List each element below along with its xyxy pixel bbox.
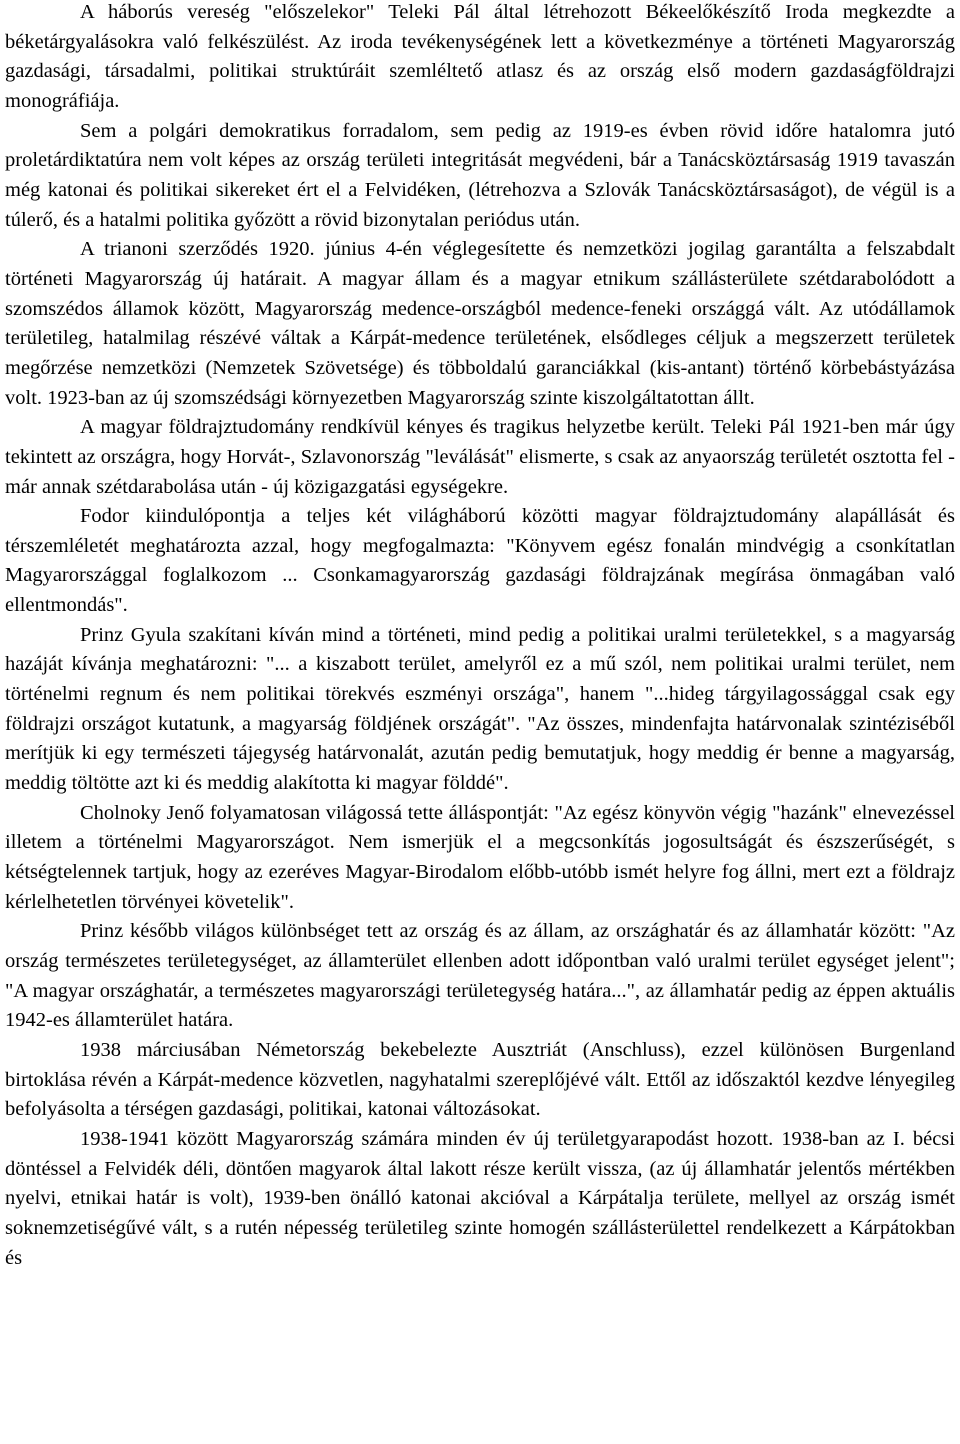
document-page (5, 0, 955, 1273)
paragraph-fodor: Fodor kiindulópontja a teljes két világháború közötti magyar földrajztudomány alapállását és térszemléletét meghatározta azzal, hogy megfogalmazta: "Könyvem egész fonalán mindvégig a csonkítatlan Magyarországgal foglalkozom ... Csonkamagyarország gazdasági földrajzának megírása önmagában való ellentmondás". (5, 505, 955, 617)
paragraph-prinz: Prinz Gyula szakítani kíván mind a történeti, mind pedig a politikai uralmi területekkel, s a magyarság hazáját kívánja meghatározni: "... a kiszabott terület, amelyről ez a mű szól, nem politikai uralmi terület, nem történelmi regnum és nem politikai törekvés eszményi országa", hanem "...hideg tárgyilagossággal csak egy földrajzi országot kutatunk, a magyarság földjének országát". "Az összes, mindenfajta határvonalak szintéziséből merítjük ki egy természeti tájegység határvonalát, azután pedig bemutatjuk, hogy meddig ér benne a magyarság, meddig töltötte azt ki és meddig alakította ki magyar földdé". (5, 623, 955, 795)
paragraph-1938-1941: 1938-1941 között Magyarország számára minden év új területgyarapodást hozott. 1938-ban az I. bécsi döntéssel a Felvidék déli, döntően magyarok által lakott része került vissza, (az új államhatár jelentős mértékben nyelvi, etnikai határ is volt), 1939-ben önálló katonai akcióval a Kárpátalja területe, mellyel az ország ismét soknemzetiségűvé vált, s a rutén népesség területileg szinte homogén szállásterülettel rendelkezett a Kárpátokban és (5, 1127, 955, 1269)
paragraph-geography: A magyar földrajztudomány rendkívül kényes és tragikus helyzetbe került. Teleki Pál 1921-ben már úgy tekintett az országra, hogy Horvát-, Szlavonország "leválását" elismerte, s csak az anyaország területét osztotta fel - már annak szétdarabolása után - új közigazgatási egységekre. (5, 416, 955, 498)
paragraph-prinz-later: Prinz később világos különbséget tett az ország és az állam, az országhatár és az államhatár között: "Az ország természetes területegységet, az államterület ellenben adott időpontban való uralmi terület egységet jelent"; "A magyar országhatár, a természetes magyarországi területegység határa...", az államhatár pedig az éppen aktuális 1942-es államterület határa. (5, 920, 955, 1032)
paragraph-trianon: A trianoni szerződés 1920. június 4-én véglegesítette és nemzetközi jogilag garantálta a felszabdalt történeti Magyarország új határait. A magyar állam és a magyar etnikum szállásterülete szétdarabolódott a szomszédos államok között, Magyarország medence-országból medence-feneki országgá vált. Az utódállamok területileg, hatalmilag részévé váltak a Kárpát-medence területének, elsődleges céljuk a megszerzett területek megőrzése nemzetközi (Nemzetek Szövetsége) és többoldalú garanciákkal (kis-antant) történő körbebástyázása volt. 1923-ban az új szomszédsági környezetben Magyarország szinte kiszolgáltatottan állt. (5, 238, 955, 409)
paragraph-1938-anschluss: 1938 márciusában Németország bekebelezte Ausztriát (Anschluss), ezzel különösen Burgenland birtoklása révén a Kárpát-medence közvetlen, nagyhatalmi szereplőjévé vált. Ettől az időszaktól kezdve lényegileg befolyásolta a térségen gazdasági, politikai, katonai változásokat. (5, 1038, 955, 1121)
paragraph-1919: Sem a polgári demokratikus forradalom, sem pedig az 1919-es évben rövid időre hatalomra jutó proletárdiktatúra nem volt képes az ország területi integritását megvédeni, bár a Tanácsköztársaság 1919 tavaszán még katonai és politikai sikereket ért el a Felvidéken, (létrehozva a Szlovák Tanácsköztársaságot), de végül is a túlerő, és a hatalmi politika győzött a rövid bizonytalan periódus után. (5, 119, 955, 231)
paragraph-cholnoky: Cholnoky Jenő folyamatosan világossá tette álláspontját: "Az egész könyvön végig "hazánk" elnevezéssel illetem a történelmi Magyarországot. Nem ismerjük el a megcsonkítás jogosultságát és észszerűségét, s kétségtelennek tartjuk, hogy az ezeréves Magyar-Birodalom előbb-utóbb ismét helyre fog állni, mert ezt a földrajz kérlelhetetlen törvényei követelik". (5, 801, 955, 913)
paragraph-intro: A háborús vereség "előszelekor" Teleki Pál által létrehozott Békeelőkészítő Iroda megkezdte a béketárgyalásokra való felkészülést. Az iroda tevékenységének lett a következménye a történeti Magyarország gazdasági, társadalmi, politikai struktúráit szemléltető atlasz és az ország első modern gazdaságföldrajzi monográfiája. (5, 1, 955, 112)
